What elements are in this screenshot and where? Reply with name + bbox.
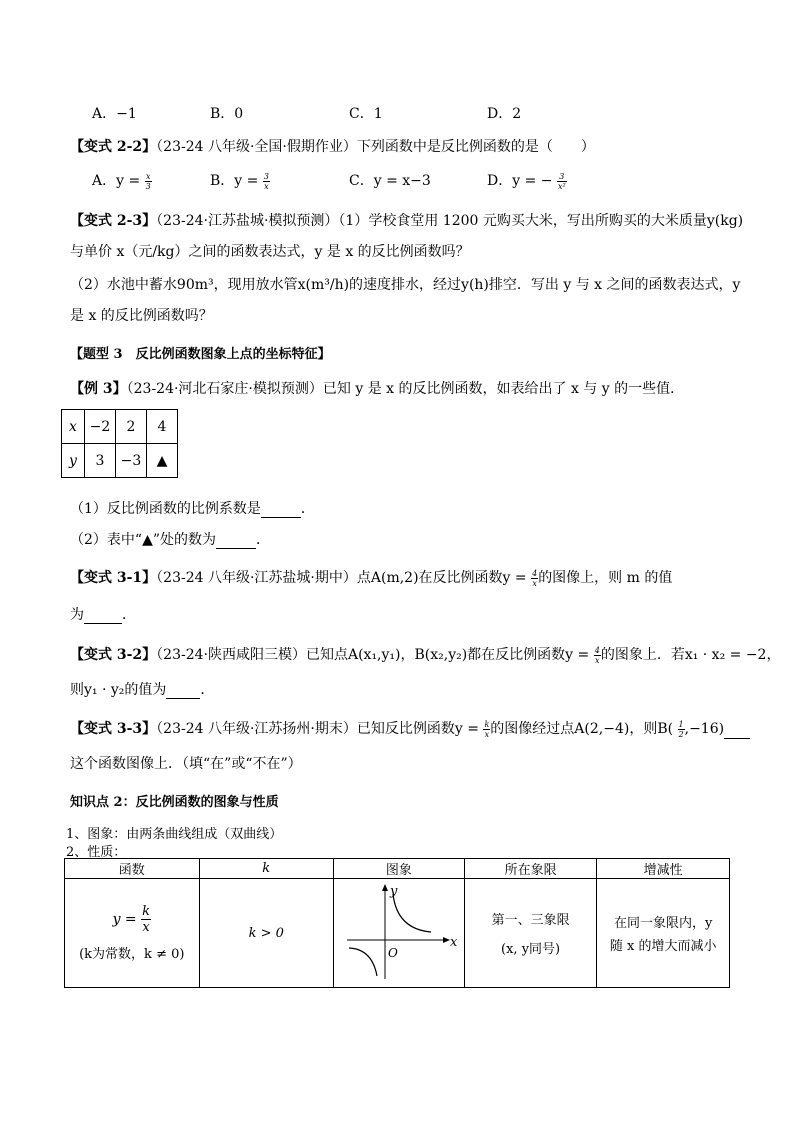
answer-blank: [724, 724, 750, 739]
answer-blank: [84, 609, 122, 624]
fraction: $\frac{k}{x}$: [484, 719, 490, 739]
variant-3-1-line1: 【变式 3-1】（23-24 八年级·江苏盐城·期中）点A(m,2)在反比例函数y = $\frac{4}{x}$ 的图像上，则 m 的值: [70, 568, 673, 588]
fraction: $\frac{4}{x}$: [594, 645, 600, 665]
variant-2-3-line2: 与单价 x（元/kg）之间的函数表达式，y 是 x 的反比例函数吗？: [70, 244, 470, 260]
variant-2-3-line3: （2）水池中蓄水90m³，现用放水管x(m³/h)的速度排水，经过y(h)排空．写出 y 与 x 之间的函数表达式，y: [70, 277, 741, 293]
variant-3-1-line2: 为 ．: [70, 607, 136, 623]
option-b: B．0: [210, 106, 244, 122]
x-axis-arrow: [443, 937, 450, 943]
x-axis-label: x: [449, 935, 458, 950]
v22-option-a: A．y = $\frac{x}{3}$: [92, 171, 151, 191]
kp2-item-2: 2、性质：: [66, 845, 127, 860]
quadrant-cell: 第一、三象限 (x, y同号): [464, 879, 597, 988]
question-text: （23-24 八年级·全国·假期作业）下列函数中是反比例函数的是（ ）: [156, 139, 595, 155]
option-a: A．−1: [92, 106, 137, 122]
table-row: y 3 −3 ▲: [62, 444, 178, 478]
k-condition-cell: k > 0: [199, 879, 333, 988]
origin-label: O: [387, 946, 398, 960]
fraction: $\frac{4}{x}$: [532, 568, 538, 588]
hyperbola-graph: [339, 879, 459, 983]
variant-2-3-line1: 【变式 2-3】（23-24·江苏盐城·模拟预测）（1）学校食堂用 1200 元购买大米，写出所购买的大米质量y(kg): [70, 213, 744, 229]
option-c: C．1: [349, 106, 383, 122]
hyperbola-branch-q1: [393, 894, 431, 932]
variant-3-3-line1: 【变式 3-3】（23-24 八年级·江苏扬州·期末）已知反比例函数y = $\frac{k}{x}$ 的图像经过点A(2,−4)，则B( $\frac{1}{2}$ ,−16): [70, 718, 750, 739]
variant-tag: 【变式 2-2】: [70, 139, 157, 155]
y-axis-arrow: [382, 884, 388, 891]
fraction: $\frac{3}{x}$: [263, 171, 269, 191]
variant-3-2-line1: 【变式 3-2】（23-24·陕西咸阳三模）已知点A(x₁,y₁)，B(x₂,y₂)都在反比例函数y = $\frac{4}{x}$ 的图象上．若x₁ · x₂ = −2，: [70, 645, 781, 665]
variant-2-3-line4: 是 x 的反比例函数吗？: [70, 308, 213, 324]
knowledge-point-2-title: 知识点 2：反比例函数的图象与性质: [70, 795, 279, 810]
function-cell: y = $\frac{k}{x}$ (k为常数，k ≠ 0): [65, 879, 200, 988]
example-3-sub2: （2）表中“▲”处的数为 ．: [70, 532, 270, 548]
variant-3-3-line2: 这个函数图像上．（填“在”或“不在”）: [70, 756, 302, 772]
table-row: [65, 879, 730, 988]
v22-option-d: D．y = − $\frac{3}{\text{x²}}$: [487, 171, 566, 191]
graph-cell: [333, 879, 464, 988]
y-axis-label: y: [389, 884, 398, 899]
v22-option-c: C．y = x−3: [349, 173, 431, 189]
variant-3-2-line2: 则y₁ · y₂的值为 ．: [70, 682, 215, 698]
fraction: $\frac{3}{\text{x²}}$: [557, 171, 566, 191]
kp2-item-1: 1、图象：由两条曲线组成（双曲线）: [66, 827, 283, 842]
option-d: D．2: [487, 106, 522, 122]
col-header: 图象: [333, 859, 464, 879]
col-header: 函数: [65, 859, 200, 879]
col-header: 所在象限: [464, 859, 597, 879]
properties-table: [64, 858, 730, 988]
fraction: $\frac{1}{2}$: [678, 719, 684, 739]
variant-2-2-question: [70, 136, 595, 156]
col-header: 增减性: [597, 859, 730, 879]
fraction: $\frac{k}{x}$: [142, 904, 150, 935]
values-table: [61, 409, 178, 478]
v22-option-b: B．y = $\frac{3}{x}$: [210, 171, 269, 191]
col-header: k: [199, 859, 333, 879]
example-3-sub1: （1）反比例函数的比例系数是 ．: [70, 501, 315, 517]
hyperbola-branch-q3: [349, 948, 377, 976]
answer-blank: [261, 503, 301, 518]
table-row: x −2 2 4: [62, 410, 178, 444]
answer-blank: [216, 534, 256, 549]
table-header-row: [65, 859, 730, 879]
topic-3-heading: 【题型 3 反比例函数图象上点的坐标特征】: [70, 347, 331, 362]
fraction: $\frac{x}{3}$: [145, 171, 151, 191]
example-3-question: 【例 3】（23-24·河北石家庄·模拟预测）已知 y 是 x 的反比例函数，如表给出了 x 与 y 的一些值．: [70, 381, 685, 397]
trend-cell: 在同一象限内，y 随 x 的增大而减小: [597, 879, 730, 988]
answer-blank: [166, 684, 200, 699]
